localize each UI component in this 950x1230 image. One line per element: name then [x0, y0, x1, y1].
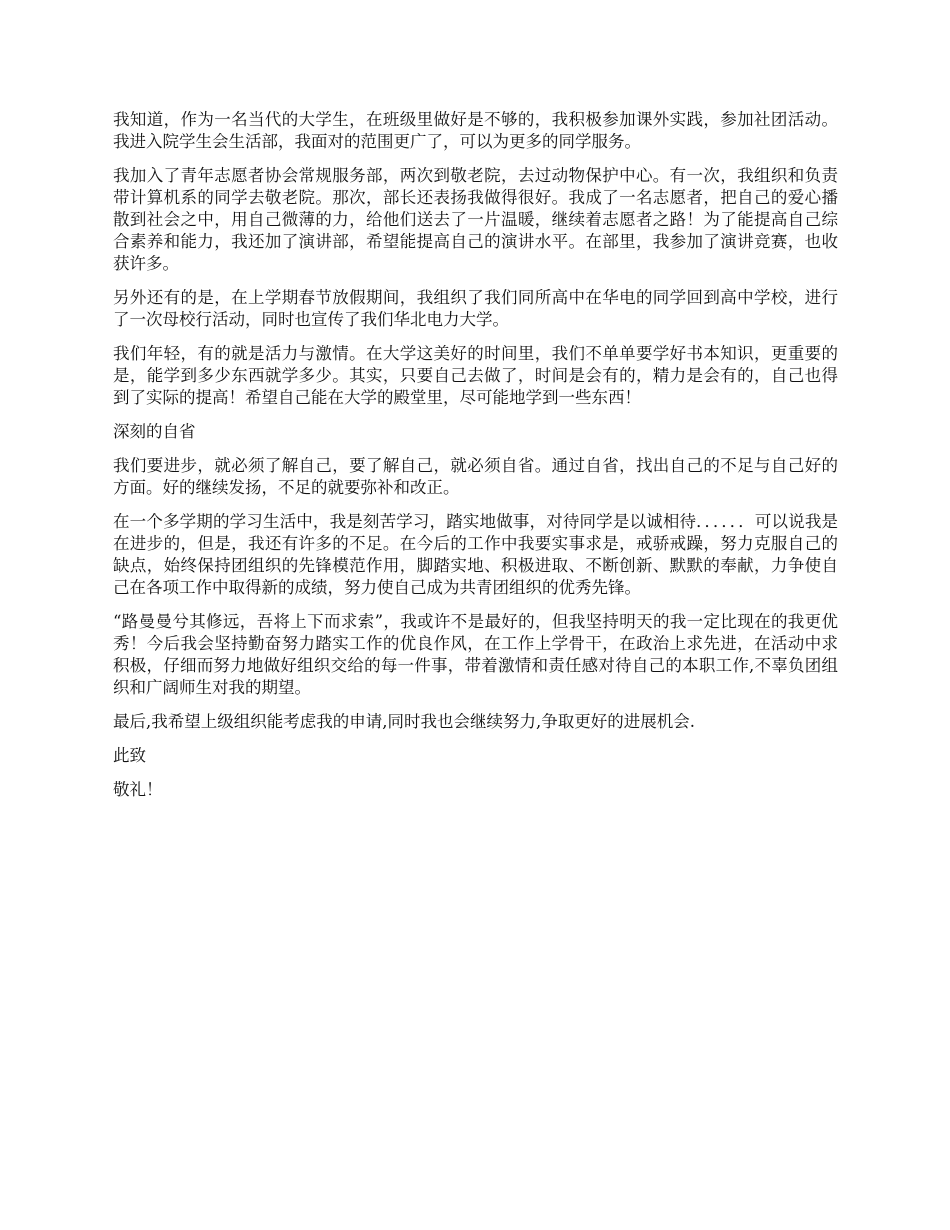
- paragraph-volunteer: 我加入了青年志愿者协会常规服务部，两次到敬老院，去过动物保护中心。有一次，我组织和负责带计算机系的同学去敬老院。那次，部长还表扬我做得很好。我成了一名志愿者，把自己的爱心播散到社会之中，用自己微薄的力，给他们送去了一片温暖，继续着志愿者之路！为了能提高自己综合素养和能力，我还加了演讲部，希望能提高自己的演讲水平。在部里，我参加了演讲竞赛，也收获许多。: [113, 166, 838, 273]
- paragraph-alma-mater-visit: 另外还有的是，在上学期春节放假期间，我组织了我们同所高中在华电的同学回到高中学校，进行了一次母校行活动，同时也宣传了我们华北电力大学。: [113, 288, 838, 329]
- paragraph-request: 最后,我希望上级组织能考虑我的申请,同时我也会继续努力,争取更好的进展机会.: [113, 712, 695, 731]
- paragraph-extracurricular: 我知道，作为一名当代的大学生，在班级里做好是不够的，我积极参加课外实践，参加社团活动。我进入院学生会生活部，我面对的范围更广了，可以为更多的同学服务。: [113, 110, 838, 151]
- paragraph-youth-passion: 我们年轻，有的就是活力与激情。在大学这美好的时间里，我们不单单要学好书本知识，更重要的是，能学到多少东西就学多少。其实，只要自己去做了，时间是会有的，精力是会有的，自己也得到了实际的提高！希望自己能在大学的殿堂里，尽可能地学到一些东西！: [113, 344, 838, 407]
- closing-salutation: 此致: [113, 746, 146, 765]
- paragraph-shortcomings: 在一个多学期的学习生活中，我是刻苦学习，踏实地做事，对待同学是以诚相待．．．．．．可以说我是在进步的，但是，我还有许多的不足。在今后的工作中我要实事求是，戒骄戒躁，努力克服自己的缺点，始终保持团组织的先锋模范作用，脚踏实地、积极进取、不断创新、默默的奉献，力争使自己在各项工作中取得新的成绩，努力使自己成为共青团组织的优秀先锋。: [113, 512, 838, 597]
- paragraph-determination: “路曼曼兮其修远，吾将上下而求索”，我或许不是最好的，但我坚持明天的我一定比现在的我更优秀！今后我会坚持勤奋努力踏实工作的优良作风，在工作上学骨干，在政治上求先进，在活动中求积极，仔细而努力地做好组织交给的每一件事，带着激情和责任感对待自己的本职工作,不辜负团组织和广阔师生对我的期望。: [113, 612, 838, 697]
- paragraph-self-knowledge: 我们要进步，就必须了解自己，要了解自己，就必须自省。通过自省，找出自己的不足与自己好的方面。好的继续发扬，不足的就要弥补和改正。: [113, 456, 838, 497]
- section-heading-self-reflection: 深刻的自省: [113, 422, 196, 441]
- closing-regards: 敬礼！: [113, 780, 163, 799]
- document-body: [113, 109, 838, 813]
